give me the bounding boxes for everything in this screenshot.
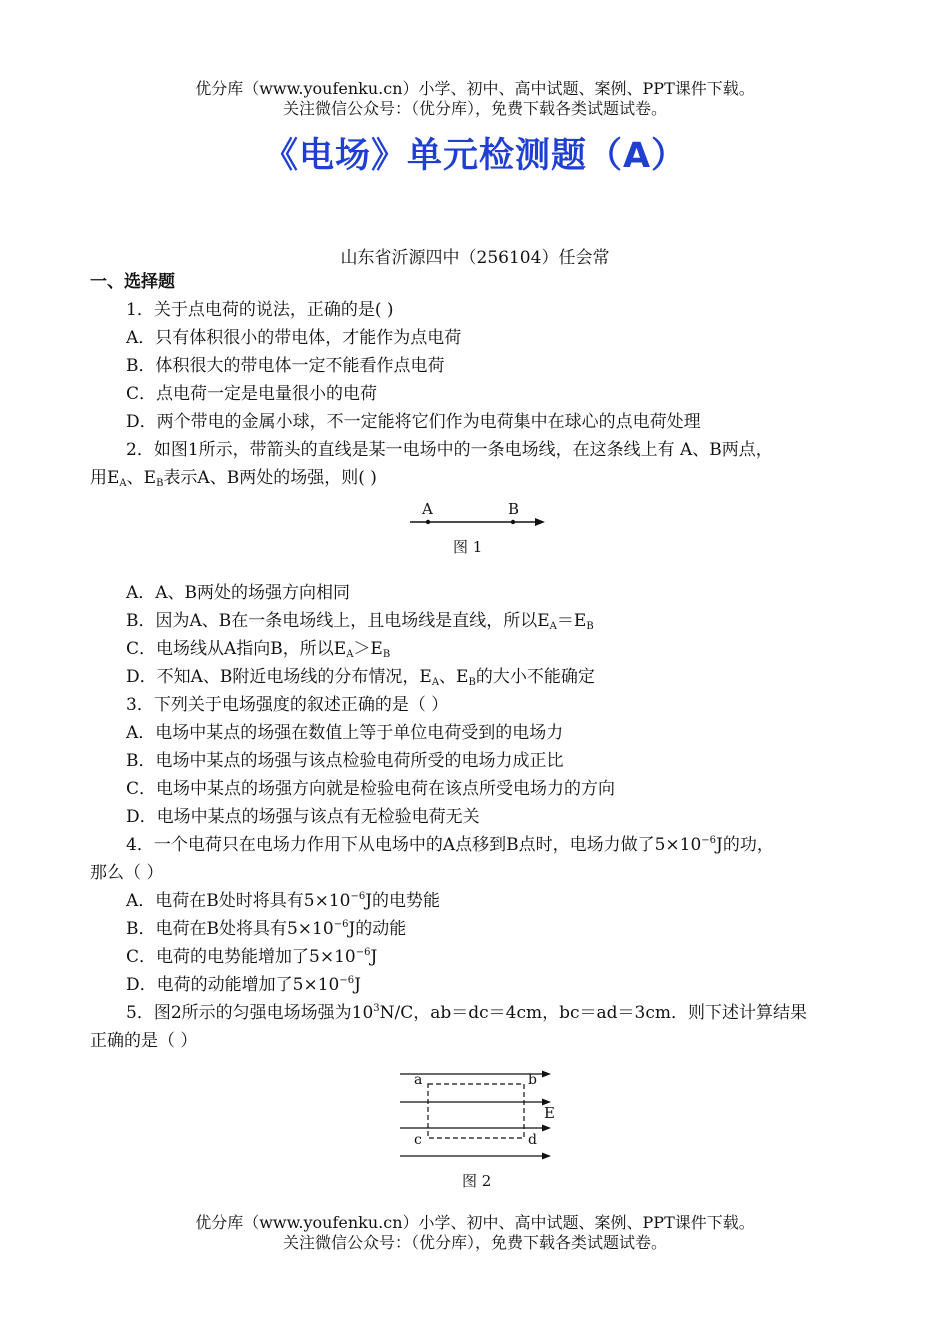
figure-2-caption: 图 2 bbox=[462, 1172, 492, 1190]
q2-option-c: C．电场线从A指向B，所以$E_A>E_B$ bbox=[126, 639, 391, 660]
q3-option-b: B．电场中某点的场强与该点检验电荷所受的电场力成正比 bbox=[126, 751, 564, 771]
questions-part1 bbox=[90, 268, 865, 492]
q4-stem-line2: 那么（ ） bbox=[90, 863, 164, 883]
corner-a-label: a bbox=[414, 1072, 423, 1088]
q2-stem-line1: 2．如图1所示，带箭头的直线是某一电场中的一条电场线，在这条线上有 A、B两点， bbox=[126, 440, 773, 460]
site-footer-line2: 关注微信公众号：（优分库），免费下载各类试题试卷。 bbox=[282, 1233, 667, 1252]
figure-2 bbox=[392, 1066, 562, 1196]
site-banner-line1: 优分库（www.youfenku.cn）小学、初中、高中试题、案例、PPT课件下载。 bbox=[195, 79, 755, 98]
q4-option-d: D．电荷的动能增加了$5\times 10^{-6}J$ bbox=[126, 975, 361, 995]
point-a-label: A bbox=[422, 500, 433, 518]
field-arrow-icon bbox=[542, 1071, 551, 1078]
figure-1 bbox=[405, 500, 550, 560]
site-banner-line2: 关注微信公众号：（优分库），免费下载各类试题试卷。 bbox=[282, 99, 667, 118]
point-b-dot bbox=[511, 520, 515, 524]
q2-option-a: A．A、B两处的场强方向相同 bbox=[126, 583, 351, 603]
q2-option-b: B．因为A、B在一条电场线上，且电场线是直线，所以$E_A=E_B$ bbox=[126, 611, 594, 632]
q1-option-a: A．只有体积很小的带电体，才能作为点电荷 bbox=[126, 328, 462, 348]
q3-option-c: C．电场中某点的场强方向就是检验电荷在该点所受电场力的方向 bbox=[126, 779, 616, 799]
point-b-label: B bbox=[508, 500, 520, 518]
q5-stem-line2: 正确的是（ ） bbox=[90, 1031, 198, 1051]
q2-stem-line2: 用$E_A$、$E_B$表示A、B两处的场强，则( ) bbox=[90, 468, 377, 489]
q1-option-c: C．点电荷一定是电量很小的电荷 bbox=[126, 384, 378, 404]
field-arrow-icon bbox=[542, 1153, 551, 1160]
questions-part2 bbox=[90, 579, 865, 1055]
site-footer-line1: 优分库（www.youfenku.cn）小学、初中、高中试题、案例、PPT课件下载。 bbox=[195, 1213, 755, 1232]
field-arrow-icon bbox=[535, 518, 545, 526]
section-heading: 一、选择题 bbox=[90, 272, 175, 292]
corner-b-label: b bbox=[528, 1072, 537, 1088]
q1-stem: 1．关于点电荷的说法，正确的是( ) bbox=[126, 300, 394, 320]
q3-stem: 3．下列关于电场强度的叙述正确的是（ ） bbox=[126, 695, 449, 715]
q1-option-d: D．两个带电的金属小球，不一定能将它们作为电荷集中在球心的点电荷处理 bbox=[126, 412, 701, 432]
q4-option-a: A．电荷在B处时将具有$5\times 10^{-6}J$的电势能 bbox=[126, 891, 441, 911]
author-line: 山东省沂源四中（256104）任会常 bbox=[340, 248, 610, 268]
q4-stem-line1: 4．一个电荷只在电场力作用下从电场中的A点移到B点时，电场力做了$5\times 10^{-6}J$的功， bbox=[126, 835, 774, 855]
q3-option-d: D．电场中某点的场强与该点有无检验电荷无关 bbox=[126, 807, 480, 827]
figure-1-caption: 图 1 bbox=[453, 538, 483, 556]
q3-option-a: A．电场中某点的场强在数值上等于单位电荷受到的电场力 bbox=[126, 723, 564, 743]
q4-option-b: B．电荷在B处将具有$5\times 10^{-6}J$的动能 bbox=[126, 919, 407, 939]
field-arrow-icon bbox=[542, 1125, 551, 1132]
q2-option-d: D．不知A、B附近电场线的分布情况，$E_A$、$E_B$的大小不能确定 bbox=[126, 667, 595, 688]
corner-c-label: c bbox=[414, 1132, 422, 1148]
page-title: 《电场》单元检测题（A） bbox=[262, 136, 688, 176]
point-a-dot bbox=[426, 520, 430, 524]
q5-stem-line1: 5．图2所示的匀强电场场强为$10^3N/C$，ab＝dc＝4cm，bc＝ad＝3cm．则下述计算结果 bbox=[126, 1003, 808, 1023]
dashed-rectangle-abcd bbox=[428, 1084, 524, 1138]
corner-d-label: d bbox=[528, 1132, 537, 1148]
q1-option-b: B．体积很大的带电体一定不能看作点电荷 bbox=[126, 356, 445, 376]
field-e-label: E bbox=[544, 1104, 555, 1122]
q4-option-c: C．电荷的电势能增加了$5\times 10^{-6}J$ bbox=[126, 947, 378, 967]
